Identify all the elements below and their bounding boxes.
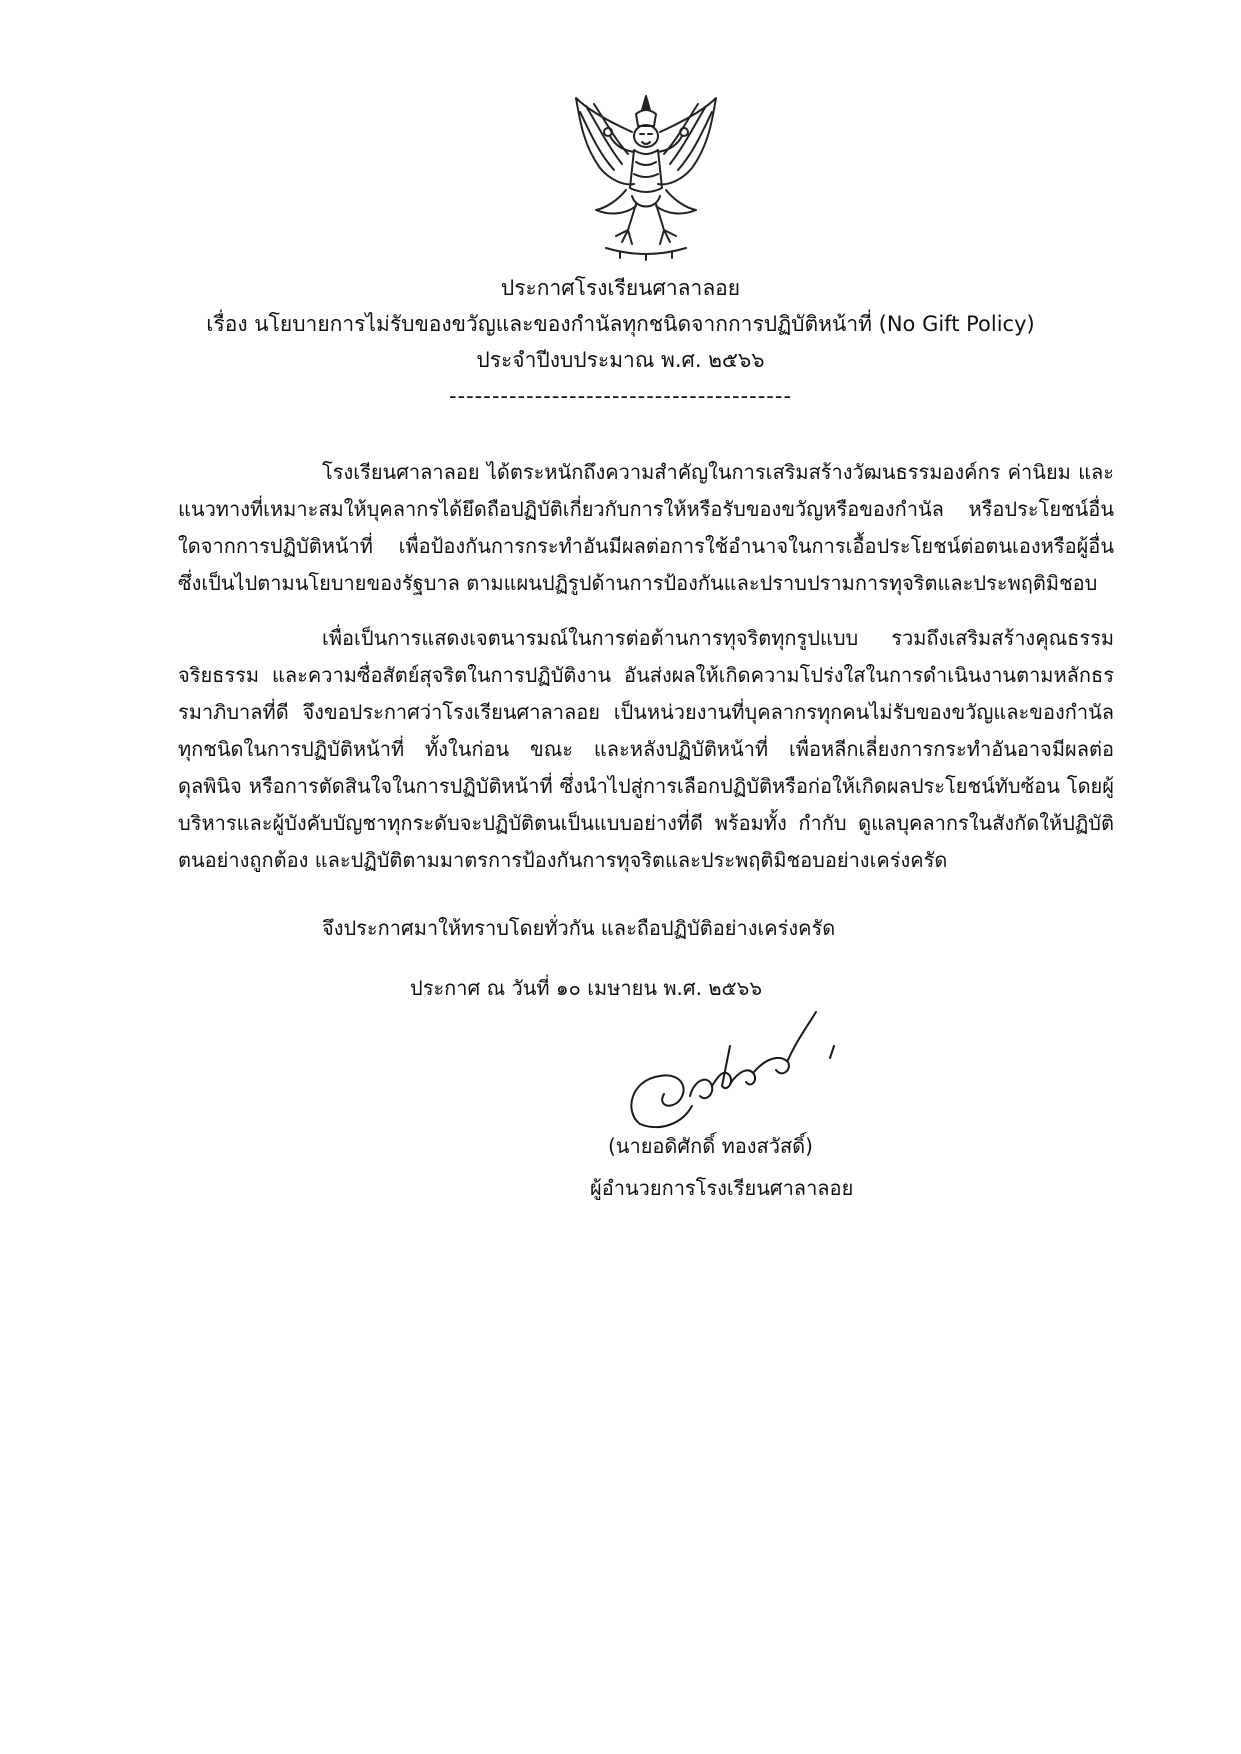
announcement-date: ประกาศ ณ วันที่ ๑๐ เมษายน พ.ศ. ๒๕๖๖ [410,976,763,1000]
announcement-org-title: ประกาศโรงเรียนศาลาลอย [500,276,741,300]
header-divider: ---------------------------------------- [448,384,793,408]
announcement-fiscal-year: ประจำปีงบประมาณ พ.ศ. ๒๕๖๖ [476,348,765,372]
body-paragraph-3: จึงประกาศมาให้ทราบโดยทั่วกัน และถือปฏิบัติอย่างเคร่งครัด [322,916,836,940]
signer-position: ผู้อำนวยการโรงเรียนศาลาลอย [590,1176,854,1200]
body-paragraph-2: เพื่อเป็นการแสดงเจตนารมณ์ในการต่อต้านการทุจริตทุกรูปแบบ รวมถึงเสริมสร้างคุณธรรม จริยธรรม และความซื่อสัตย์สุจริตในการปฏิบัติงาน อันส่งผลให้เกิดความโปร่งใสในการดำเนินงานตามหลักธรรมาภิบาลที่ดี จึงขอประกาศว่าโรงเรียนศาลาลอย เป็นหน่วยงานที่บุคลากรทุกคนไม่รับของขวัญและของกำนัลทุกชนิดในการปฏิบัติหน้าที่ ทั้งในก่อน ขณะ และหลังปฏิบัติหน้าที่ เพื่อหลีกเลี่ยงการกระทำอันอาจมีผลต่อดุลพินิจ หรือการตัดสินใจในการปฏิบัติหน้าที่ ซึ่งนำไปสู่การเลือกปฏิบัติหรือก่อให้เกิดผลประโยชน์ทับซ้อน โดยผู้บริหารและผู้บังคับบัญชาทุกระดับจะปฏิบัติตนเป็นแบบอย่างที่ดี พร้อมทั้ง กำกับ ดูแลบุคลากรในสังกัดให้ปฏิบัติตนอย่างถูกต้อง และปฏิบัติตามมาตรการป้องกันการทุจริตและประพฤติมิชอบอย่างเคร่งครัด [178,626,1114,872]
signer-name: (นายอดิศักดิ์ ทองสวัสดิ์) [608,1134,813,1158]
body-paragraph-1: โรงเรียนศาลาลอย ได้ตระหนักถึงความสำคัญในการเสริมสร้างวัฒนธรรมองค์กร ค่านิยม และแนวทางที่เหมาะสมให้บุคลากรได้ยึดถือปฏิบัติเกี่ยวกับการให้หรือรับของขวัญหรือของกำนัล หรือประโยชน์อื่นใดจากการปฏิบัติหน้าที่ เพื่อป้องกันการกระทำอันมีผลต่อการใช้อำนาจในการเอื้อประโยชน์ต่อตนเองหรือผู้อื่น ซึ่งเป็นไปตามนโยบายของรัฐบาล ตามแผนปฏิรูปด้านการป้องกันและปราบปรามการทุจริตและประพฤติมิชอบ [178,460,1114,595]
garuda-emblem-icon [570,92,722,262]
announcement-subject: เรื่อง นโยบายการไม่รับของขวัญและของกำนัลทุกชนิดจากการปฏิบัติหน้าที่ (No Gift Policy) [206,312,1035,336]
